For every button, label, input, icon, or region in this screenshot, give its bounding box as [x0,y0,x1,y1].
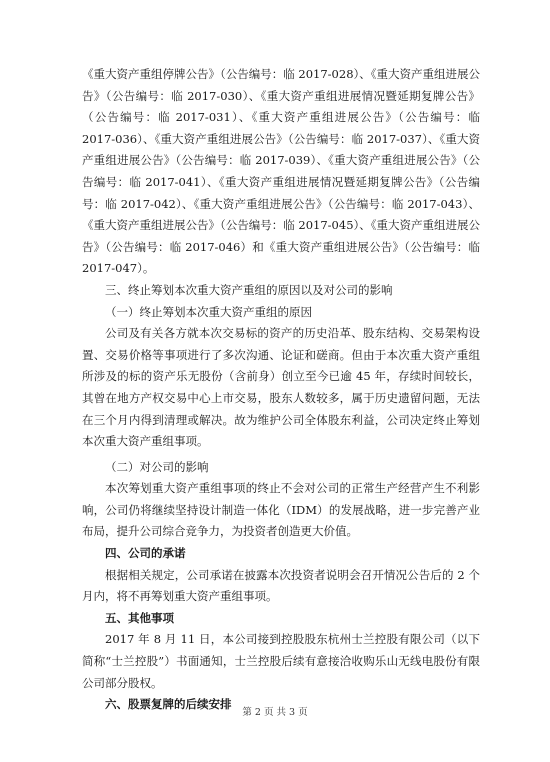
section-3-title: 三、终止筹划本次重大资产重组的原因以及对公司的影响 [105,282,393,297]
section-3-sub-1-title: （一）终止筹划本次重大资产重组的原因 [105,304,312,319]
section-4-text: 根据相关规定，公司承诺在披露本次投资者说明会召开情况公告后的 2 个月内，将不再筹划重大资产重组事项。 [82,567,480,604]
section-6-title: 六、股票复牌的后续安排 [105,697,232,712]
intro-paragraph: 《重大资产重组停牌公告》（公告编号：临 2017-028）、《重大资产重组进展公告》（公告编号：临 2017-030）、《重大资产重组进展情况暨延期复牌公告》（公告编号：临 2017-031）、《重大资产重组进展公告》（公告编号：临 2017-036）、《重大资产重组进展公告》（公告编号：临 2017-037）、《重大资产重组进展公告》（公告编号：临 2017-039）、《重大资产重组进展公告》（公告编号：临 2017-041）、《重大资产重组进展情况暨延期复牌公告》（公告编号：临 2017-042）、《重大资产重组进展公告》（公告编号：临 2017-043）、《重大资产重组进展公告》（公告编号：临 2017-045）、《重大资产重组进展公告》（公告编号：临 2017-046）和《重大资产重组进展公告》（公告编号：临 2017-047）。 [82,67,481,276]
section-5-title: 五、其他事项 [105,610,174,625]
section-5-text: 2017 年 8 月 11 日，本公司接到控股股东杭州士兰控股有限公司（以下简称“士兰控股”）书面通知，士兰控股后续有意接洽收购乐山无线电股份有限公司部分股权。 [82,632,480,690]
section-3-sub-2-text: 本次筹划重大资产重组事项的终止不会对公司的正常生产经营产生不利影响，公司仍将继续坚持设计制造一体化（IDM）的发展战略，进一步完善产业布局，提升公司综合竞争力，为投资者创造更大价值。 [82,481,480,539]
section-3-sub-1-text: 公司及有关各方就本次交易标的资产的历史沿革、股东结构、交易架构设置、交易价格等事项进行了多次沟通、论证和磋商。但由于本次重大资产重组所涉及的标的资产乐无股份（含前身）创立至今已逾 45 年，存续时间较长，其曾在地方产权交易中心上市交易，股东人数较多，属于历史遗留问题，无法在三个月内得到清理或解决。故为维护公司全体股东利益，公司决定终止筹划本次重大资产重组事项。 [82,326,480,449]
section-4-title: 四、公司的承诺 [105,546,186,561]
section-3-sub-2-title: （二）对公司的影响 [105,459,209,474]
page-number-footer: 第 2 页 共 3 页 [242,707,308,718]
